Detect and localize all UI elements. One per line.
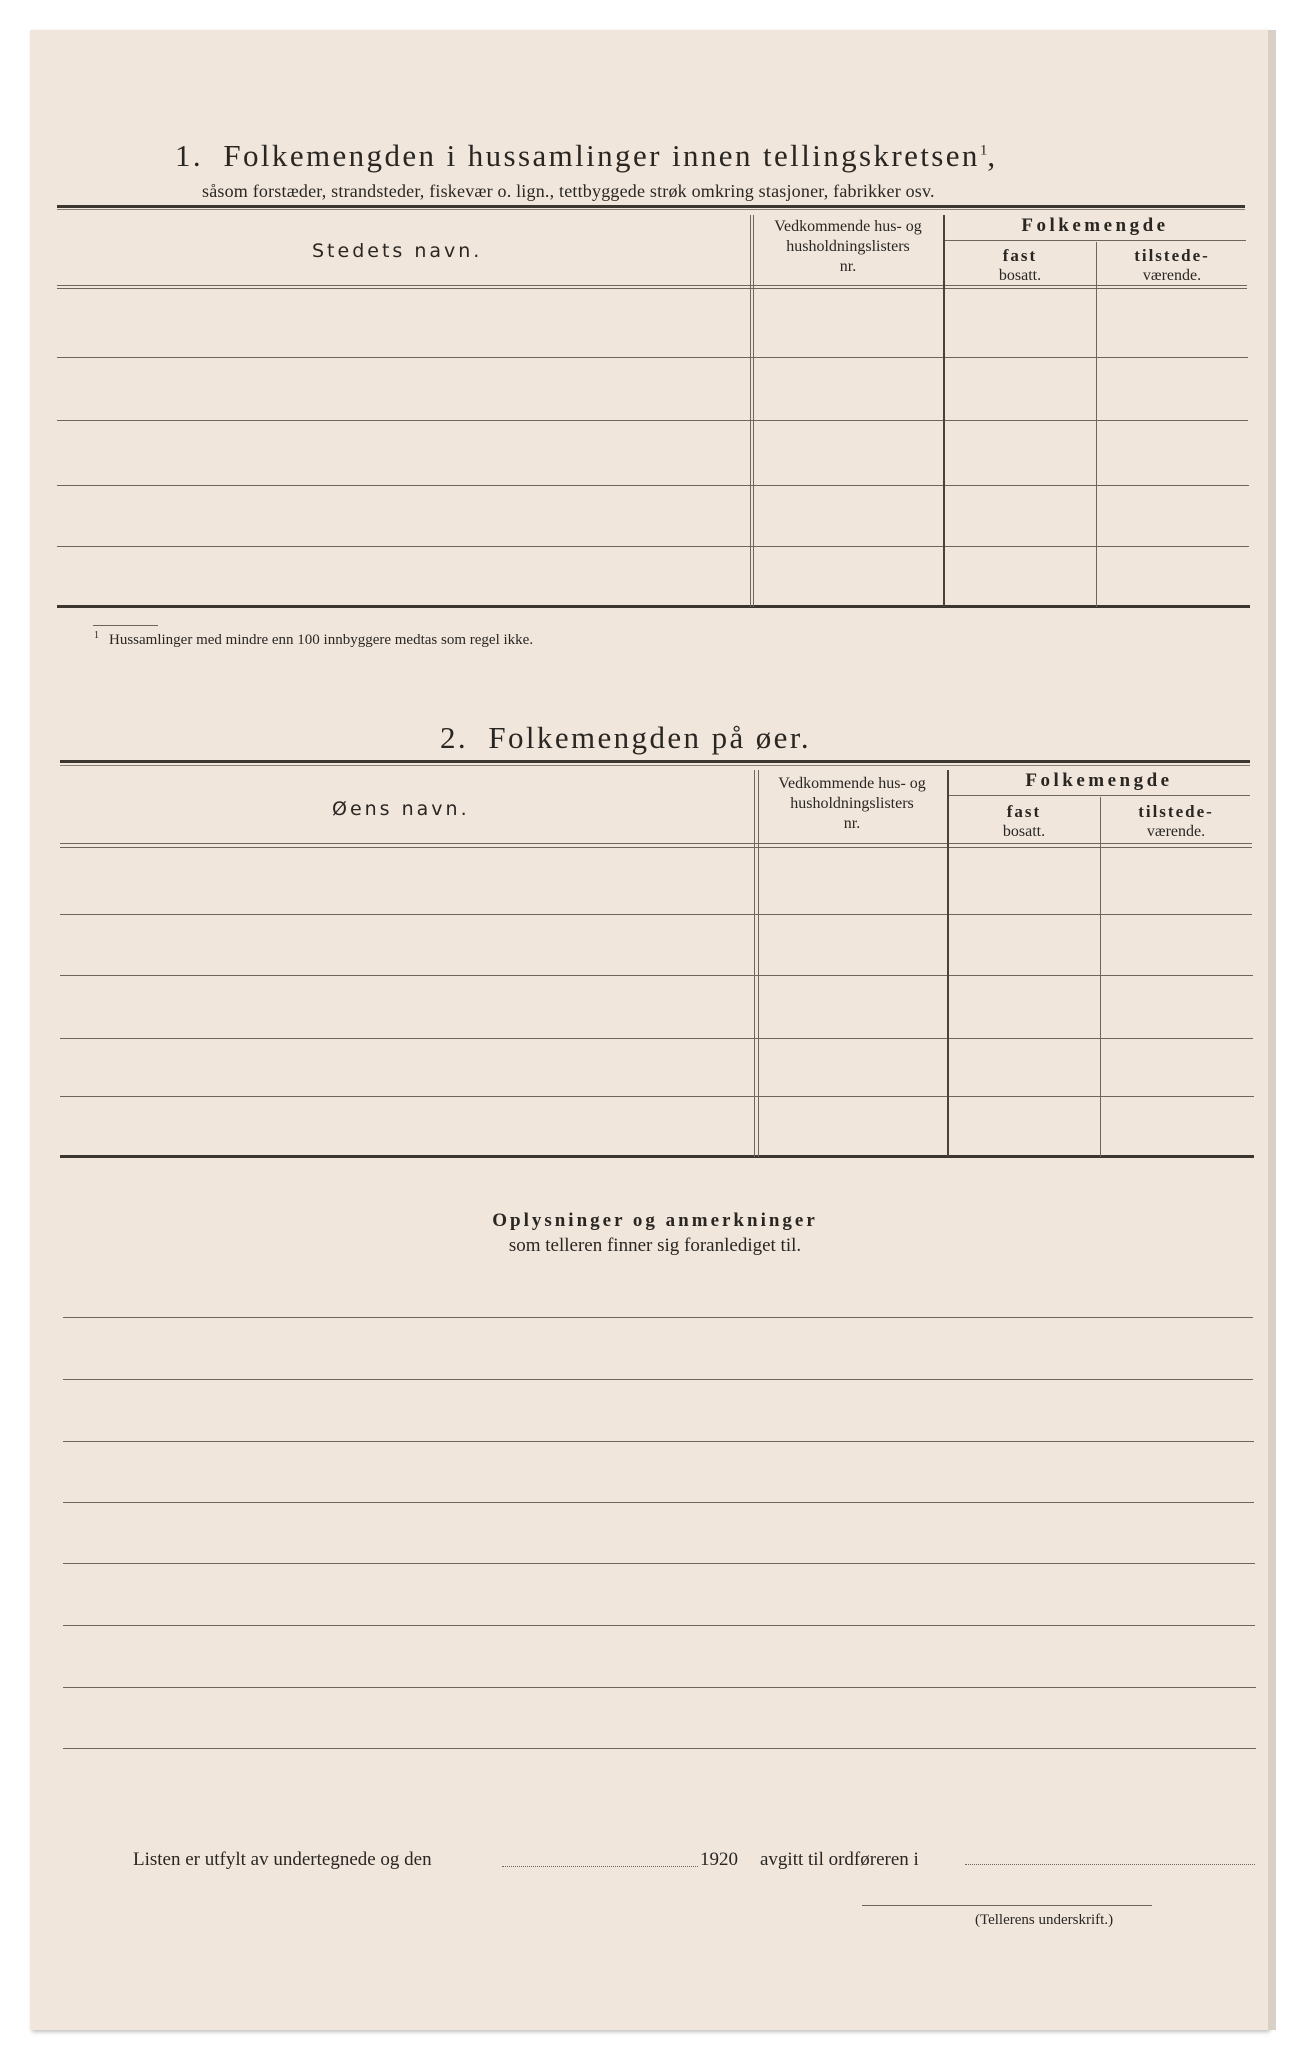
remarks-line <box>63 1687 1256 1688</box>
document-page <box>30 30 1268 2030</box>
table2-header-rule <box>60 843 1252 844</box>
table1-col-fast <box>944 246 1096 286</box>
table2-col-fast-l1: fast <box>1006 802 1042 821</box>
table1-header-rule2 <box>57 288 1247 289</box>
table1-bottom-rule <box>57 605 1250 608</box>
table1-row-line <box>57 485 1249 486</box>
table1-row-line <box>57 420 1248 421</box>
section1-number: 1. <box>175 138 204 173</box>
table1-col-tils-l1: tilstede- <box>1134 246 1210 265</box>
table1-col-divider <box>750 215 751 607</box>
table2-col-tilstede <box>1101 802 1251 842</box>
section1-footnote-ref: 1 <box>979 142 988 159</box>
closing-text-b: avgitt til ordføreren i <box>760 1849 919 1870</box>
table1-col-fast-l2: bosatt. <box>998 267 1042 284</box>
table2-col-folk: Folkemengde <box>1025 770 1173 791</box>
remarks-line <box>63 1563 1255 1564</box>
table2-col-fast <box>948 802 1100 842</box>
footnote-mark: 1 <box>94 630 99 641</box>
table2-top-rule-thin <box>60 765 1250 766</box>
table1-folk-rule <box>944 240 1246 241</box>
footnote-text: Hussamlinger med mindre enn 100 innbyggere medtas som regel ikke. <box>109 632 534 648</box>
remarks-line <box>63 1502 1254 1503</box>
closing-text-a: Listen er utfylt av undertegnede og den <box>133 1849 432 1870</box>
table1-col-name: Stedets navn. <box>312 240 483 262</box>
table1-col-tils-l2: værende. <box>1142 267 1202 284</box>
table2-bottom-rule <box>60 1155 1254 1158</box>
section1-title-text: Folkemengden i hussamlinger innen tellingskretsen <box>223 138 980 173</box>
table2-col-list-l3: nr. <box>843 815 861 832</box>
remarks-line <box>63 1748 1256 1749</box>
table2-col-tils-l1: tilstede- <box>1138 802 1214 821</box>
page-edge <box>1268 30 1276 2030</box>
table2-row-line <box>60 1096 1254 1097</box>
footnote-rule <box>93 625 158 626</box>
footnote <box>94 630 533 649</box>
section1-title-comma: , <box>987 138 998 173</box>
remarks-line <box>63 1379 1253 1380</box>
signature-label: (Tellerens underskrift.) <box>975 1912 1114 1928</box>
table2-header-rule2 <box>60 847 1252 848</box>
section2-number: 2. <box>440 720 469 755</box>
table2-top-rule <box>60 760 1250 763</box>
table2-col-fast-l2: bosatt. <box>1002 823 1046 840</box>
table1-col-divider <box>1096 242 1097 607</box>
table2-row-line <box>60 914 1252 915</box>
table2-row-line <box>60 1038 1253 1039</box>
table2-folk-rule <box>947 795 1250 796</box>
table2-col-tils-l2: værende. <box>1146 823 1206 840</box>
closing-year: 1920 <box>700 1849 738 1870</box>
table1-col-list-l3: nr. <box>839 258 857 275</box>
remarks-line <box>63 1441 1254 1442</box>
table1-col-folk: Folkemengde <box>1021 215 1169 236</box>
table2-col-divider <box>754 770 755 1157</box>
remarks-subtitle: som telleren finner sig foranlediget til. <box>508 1235 802 1256</box>
remarks-line <box>63 1625 1255 1626</box>
date-blank <box>502 1866 698 1867</box>
table1-col-list <box>754 217 942 277</box>
section2-title-text: Folkemengden på øer. <box>488 720 812 755</box>
table1-col-tilstede <box>1097 246 1247 286</box>
table1-col-list-l2: husholdningslisters <box>786 238 910 255</box>
table2-col-list <box>758 774 946 834</box>
table1-col-fast-l1: fast <box>1002 246 1038 265</box>
table1-row-line <box>57 546 1249 547</box>
table1-row-line <box>57 357 1248 358</box>
table2-col-divider <box>1100 797 1101 1157</box>
remarks-line <box>63 1317 1253 1318</box>
section1-title <box>175 138 997 174</box>
municipality-blank <box>965 1864 1255 1865</box>
table2-col-list-l1: Vedkommende hus- og <box>778 775 926 792</box>
table2-col-list-l2: husholdningslisters <box>790 795 914 812</box>
section2-title <box>440 720 811 756</box>
table2-col-name: Øens navn. <box>332 798 470 820</box>
table1-top-rule <box>57 205 1245 208</box>
remarks-title: Oplysninger og anmerkninger <box>492 1210 818 1231</box>
table1-top-rule-thin <box>57 209 1245 210</box>
signature-line <box>862 1905 1152 1906</box>
table1-col-list-l1: Vedkommende hus- og <box>774 218 922 235</box>
table2-row-line <box>60 975 1253 976</box>
section1-subtitle: såsom forstæder, strandsteder, fiskevær o. lign., tettbyggede strøk omkring stasjoner, fabrikker osv. <box>202 181 935 201</box>
